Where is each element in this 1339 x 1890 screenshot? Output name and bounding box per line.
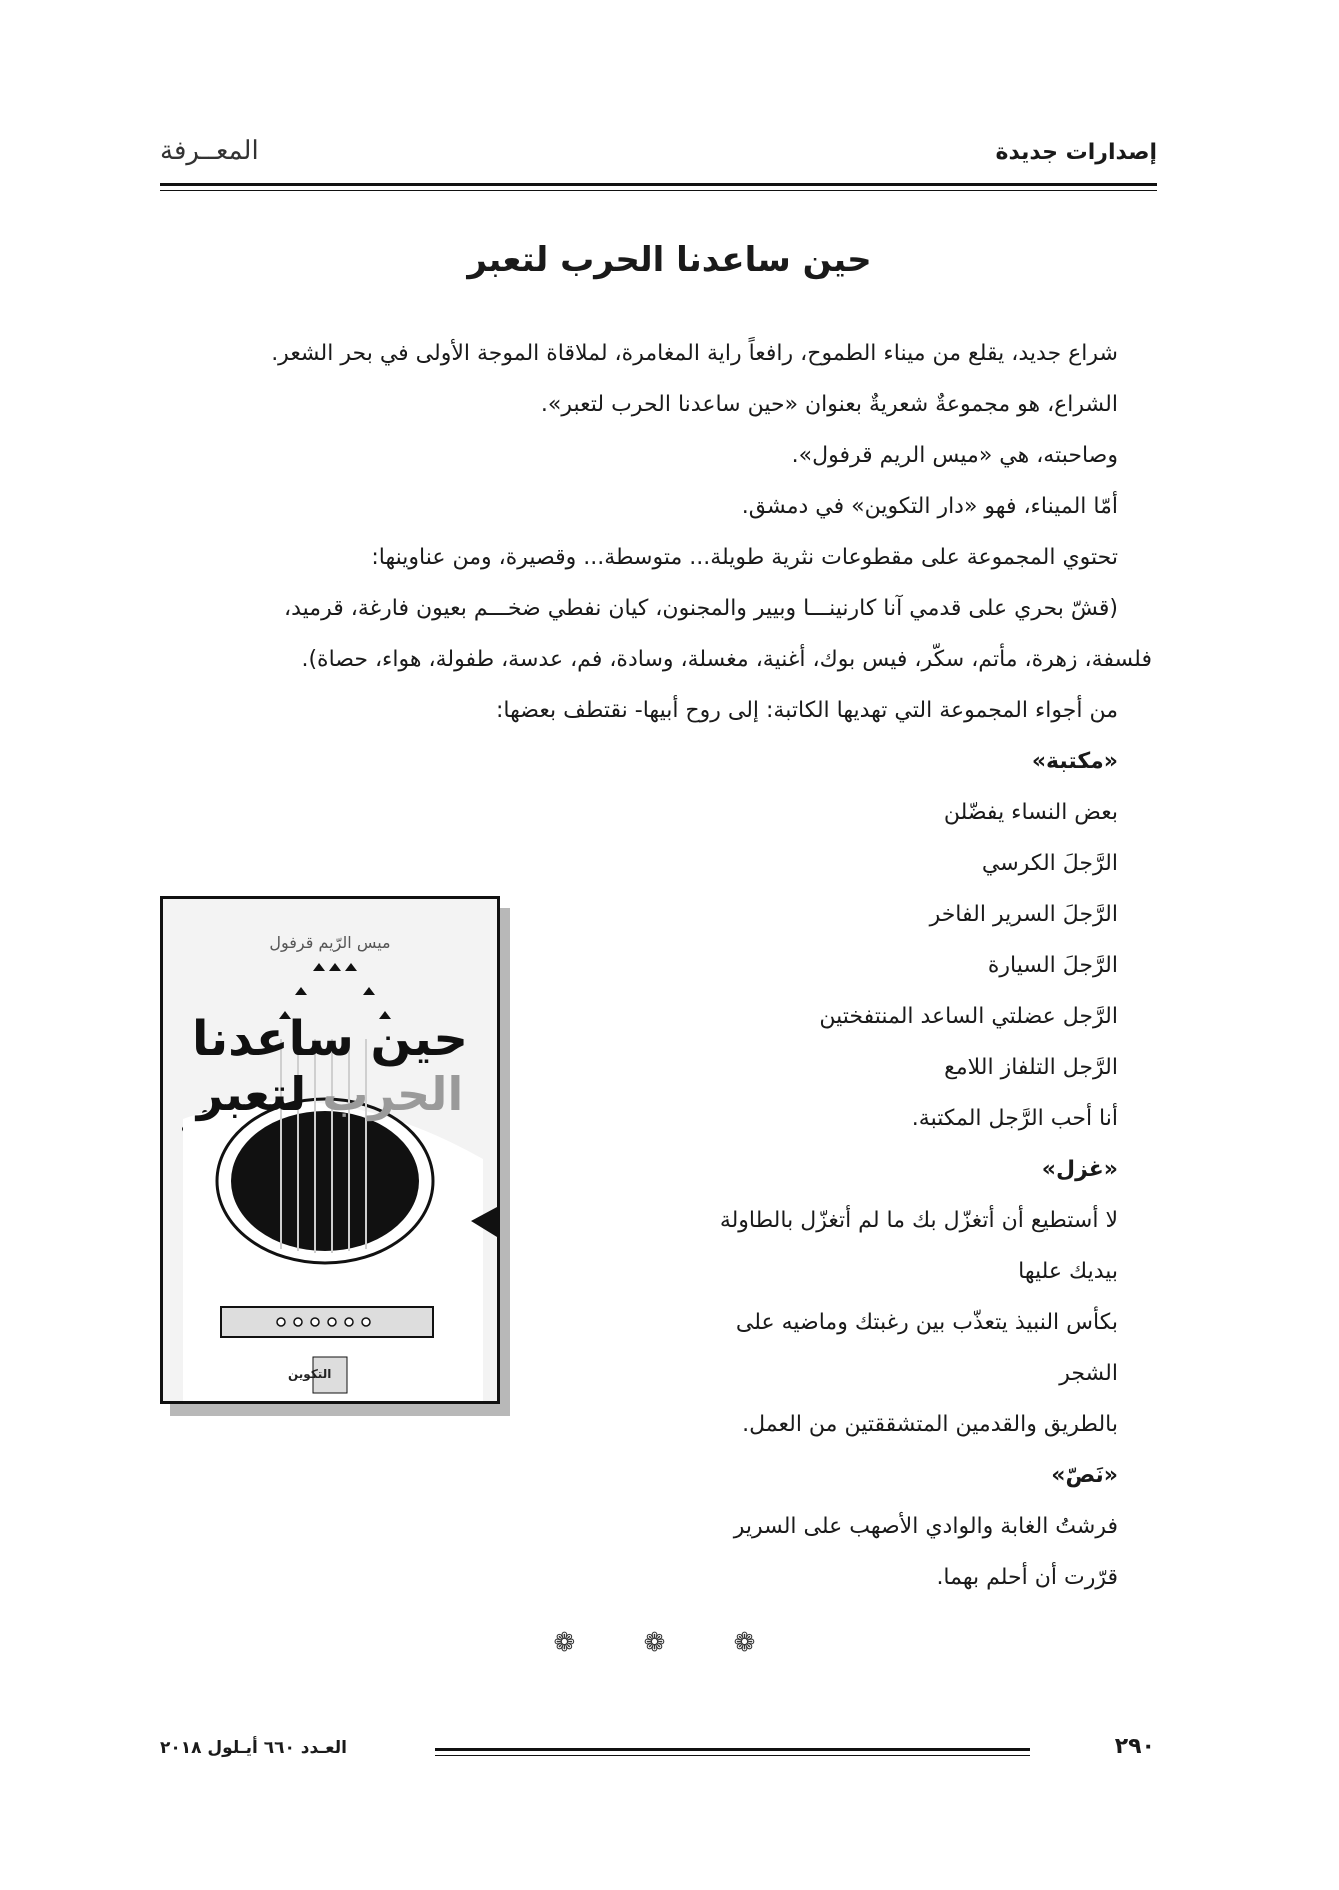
footer-rule-thin xyxy=(435,1755,1030,1756)
poem-line: الرَّجلَ السيارة xyxy=(987,953,1118,978)
poem-line: قرّرت أن أحلم بهما. xyxy=(936,1565,1118,1590)
book-cover-image xyxy=(160,896,500,1404)
header-rule-thin xyxy=(160,190,1157,191)
book-cover xyxy=(160,896,500,1404)
header-rule xyxy=(160,183,1157,186)
paragraph: وصاحبته، هي «ميس الريم قرفول». xyxy=(791,443,1118,468)
poem-line: فرشتُ الغابة والوادي الأصهب على السرير xyxy=(733,1514,1118,1539)
sound-hole-inner xyxy=(231,1111,419,1251)
paragraph: شراع جديد، يقلع من ميناء الطموح، رافعاً راية المغامرة، لملاقاة الموجة الأولى في بحر الشعر. xyxy=(271,341,1118,366)
paragraph: (قشّ بحري على قدمي آنا كارنينـــا وبيير والمجنون، كيان نفطي ضخـــم بعيون فارغة، قرميد، xyxy=(284,596,1118,621)
paragraph: تحتوي المجموعة على مقطوعات نثرية طويلة... متوسطة... وقصيرة، ومن عناوينها: xyxy=(371,545,1118,570)
poem-line: بالطريق والقدمين المتشققتين من العمل. xyxy=(742,1412,1118,1437)
poem-ghazal xyxy=(578,1144,1118,1450)
poem-title: «مكتبة» xyxy=(1031,749,1118,774)
poem-line: بعض النساء يفضّلن xyxy=(943,800,1118,825)
cover-title-grey: الحرب xyxy=(322,1067,464,1121)
article-title: حين ساعدنا الحرب لتعبر xyxy=(467,240,872,280)
poem-line: الرَّجل التلفاز اللامع xyxy=(944,1055,1118,1080)
poem-line: الرَّجلَ السرير الفاخر xyxy=(929,902,1118,927)
paragraph: من أجواء المجموعة التي تهديها الكاتبة: إلى روح أبيها- نقتطف بعضها: xyxy=(496,698,1118,723)
guitar-bridge xyxy=(221,1307,433,1337)
guitar-illustration xyxy=(163,899,497,1401)
poem-line: الشجر xyxy=(1059,1361,1118,1386)
poem-nass xyxy=(578,1450,1118,1603)
article-body xyxy=(158,328,1152,736)
poem-line: بيديك عليها xyxy=(1018,1259,1118,1284)
cover-author: ميس الرّيم قرفول xyxy=(269,933,391,952)
poem-line: أنا أحب الرَّجل المكتبة. xyxy=(911,1106,1118,1131)
cover-title-line1: حين ساعدنا xyxy=(192,1011,468,1067)
poem-line: الرَّجل عضلتي الساعد المنتفختين xyxy=(819,1004,1118,1029)
paragraph: الشراع، هو مجموعةٌ شعريةٌ بعنوان «حين ساعدنا الحرب لتعبر». xyxy=(540,392,1118,417)
cover-title-dark: لتعبر xyxy=(196,1067,307,1121)
paragraph: فلسفة، زهرة، مأتم، سكّر، فيس بوك، أغنية، مغسلة، وسادة، فم، عدسة، طفولة، هواء، حصاة). xyxy=(301,647,1152,672)
cover-title-line2 xyxy=(163,1067,497,1121)
running-header xyxy=(160,136,1157,176)
section-ornament: ❁ ❁ ❁ xyxy=(553,1628,786,1658)
poem-maktaba xyxy=(578,736,1118,1144)
issue-info: العـدد ٦٦٠ أيـلول ٢٠١٨ xyxy=(160,1738,347,1758)
page-number: ٢٩٠ xyxy=(1114,1734,1155,1759)
poem-title: «غزل» xyxy=(1041,1157,1118,1182)
poem-line: بكأس النبيذ يتعذّب بين رغبتك وماضيه على xyxy=(735,1310,1118,1335)
cover-publisher: التكوين xyxy=(288,1367,332,1381)
paragraph: أمّا الميناء، فهو «دار التكوين» في دمشق. xyxy=(741,494,1118,519)
poem-title: «نَصّ» xyxy=(1051,1463,1118,1488)
section-name: إصدارات جديدة xyxy=(995,140,1157,165)
magazine-logo: المعــرفة xyxy=(160,136,259,166)
footer-rule xyxy=(435,1748,1030,1751)
poem-line: الرَّجلَ الكرسي xyxy=(981,851,1118,876)
poem-line: لا أستطيع أن أتغزّل بك ما لم أتغزّل بالطاولة xyxy=(719,1208,1118,1233)
